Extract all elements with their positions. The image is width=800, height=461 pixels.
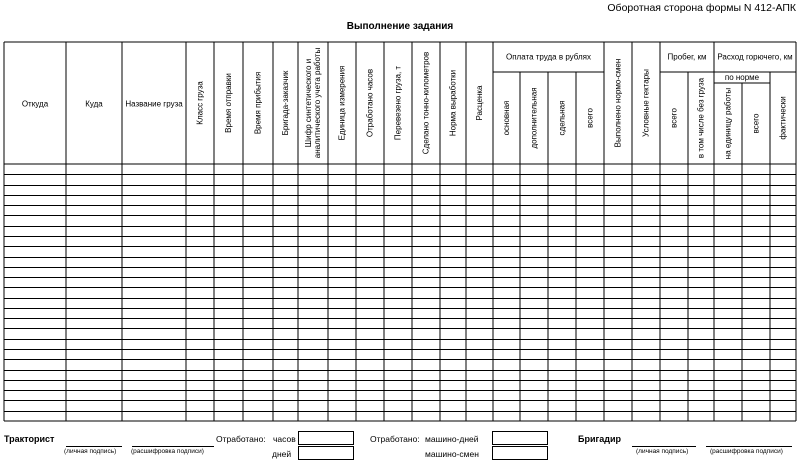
group-heading-fuel-norm: по норме: [724, 73, 760, 82]
group-heading-fuel: Расход горючего, км: [717, 52, 793, 62]
column-header-24: фактически: [778, 96, 788, 140]
column-header-21: в том числе без груза: [696, 77, 706, 159]
column-header-0: Откуда: [21, 99, 49, 109]
group-heading-mileage: Пробег, км: [667, 52, 707, 62]
column-header-7: аналитического учета работы: [313, 47, 322, 159]
column-header-12: Норма выработки: [448, 69, 458, 137]
driver-signature-line[interactable]: [66, 446, 122, 447]
form-code: Оборотная сторона формы N 412-АПК: [607, 2, 796, 14]
column-header-4: Время отправки: [224, 73, 233, 133]
machine-shifts-label: машино-смен: [425, 449, 479, 459]
column-header-6: Бригада-заказчик: [281, 70, 290, 136]
column-header-17: всего: [585, 108, 595, 128]
group-heading-pay: Оплата труда в рублях: [506, 52, 591, 62]
column-header-3: Класс груза: [195, 81, 205, 125]
column-header-10: Перевезено груза, т: [393, 65, 403, 141]
brigadier-signature-line[interactable]: [632, 446, 696, 447]
column-header-14: основная: [502, 100, 511, 136]
brigadier-label: Бригадир: [578, 434, 621, 444]
column-header-2: Название груза: [125, 99, 183, 109]
brigadier-decode-line[interactable]: [706, 446, 792, 447]
column-header-9: Отработано часов: [365, 68, 375, 138]
column-header-16: сдельная: [557, 100, 567, 136]
column-header-22: на единицу работы: [723, 87, 733, 160]
hours-label: часов: [273, 434, 296, 444]
days-input[interactable]: [298, 446, 354, 460]
column-header-23: всего: [751, 113, 761, 134]
days-label: дней: [272, 449, 292, 459]
driver-signature-hint: (личная подпись): [64, 448, 117, 455]
column-header-11: Сделано тонно-километров: [421, 51, 431, 155]
column-header-1: Куда: [85, 99, 103, 109]
column-header-18: Выполнено нормо-смен: [613, 58, 623, 148]
column-header-15: дополнительная: [529, 87, 539, 149]
machine-days-label: машино-дней: [425, 434, 479, 444]
worked-machine-label: Отработано:: [370, 434, 420, 444]
form-title: Выполнение задания: [346, 21, 454, 32]
brigadier-decode-hint: (расшифровка подписи): [710, 448, 783, 455]
driver-decode-line[interactable]: [132, 446, 214, 447]
machine-shifts-input[interactable]: [492, 446, 548, 460]
column-header-8: Единица измерения: [337, 65, 347, 141]
brigadier-signature-hint: (личная подпись): [636, 448, 689, 455]
driver-decode-hint: (расшифровка подписи): [131, 448, 204, 455]
machine-days-input[interactable]: [492, 431, 548, 445]
hours-input[interactable]: [298, 431, 354, 445]
column-header-7: Шифр синтетического и: [304, 58, 313, 148]
column-header-19: Условные гектары: [641, 69, 651, 137]
column-header-20: всего: [669, 108, 679, 128]
column-header-13: Расценка: [475, 85, 484, 121]
column-header-5: Время прибытия: [253, 71, 263, 135]
worked-label: Отработано:: [216, 434, 266, 444]
tractor-driver-label: Тракторист: [4, 434, 55, 444]
